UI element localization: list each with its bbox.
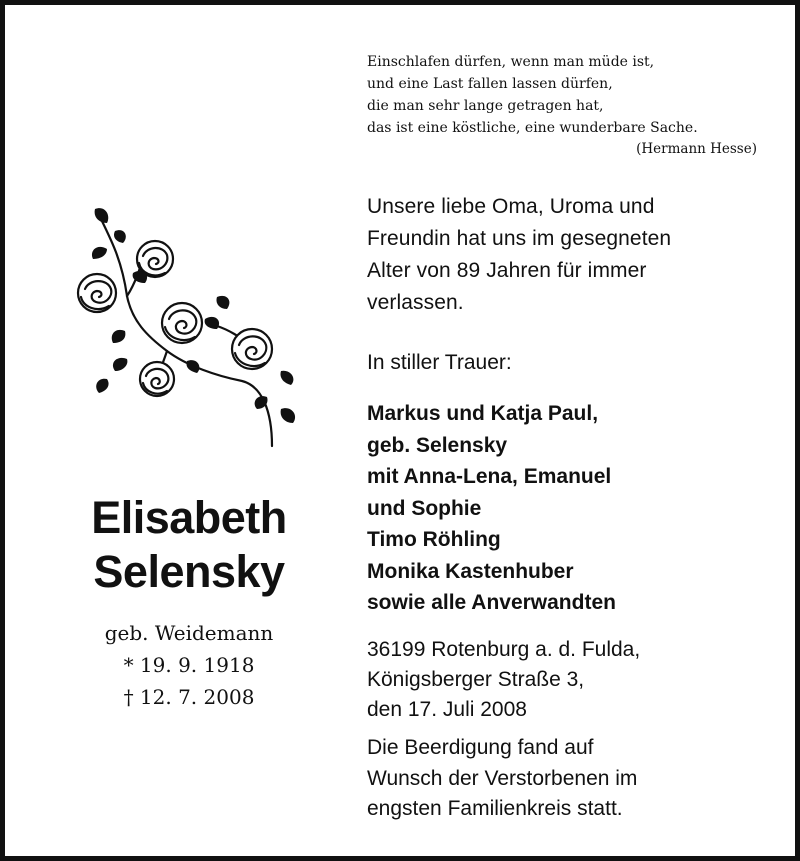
death-announcement xyxy=(367,191,767,319)
mourning-heading: In stiller Trauer: xyxy=(367,351,512,374)
mourners-list xyxy=(367,398,616,619)
poem-line: und eine Last fallen lassen dürfen, xyxy=(367,76,613,92)
address-line: 36199 Rotenburg a. d. Fulda, xyxy=(367,638,641,661)
poem-line: das ist eine köstliche, eine wunderbare Sache. xyxy=(367,120,698,136)
funeral-line: Wunsch der Verstorbenen im xyxy=(367,766,638,790)
life-dates xyxy=(55,617,323,713)
address-block xyxy=(367,635,640,725)
mourner-line: sowie alle Anverwandten xyxy=(367,591,616,614)
address-date: den 17. Juli 2008 xyxy=(367,698,527,721)
deceased-first-name: Elisabeth xyxy=(91,492,287,543)
roses-icon xyxy=(67,201,317,451)
mourner-line: und Sophie xyxy=(367,496,482,520)
announcement-line: Unsere liebe Oma, Uroma und xyxy=(367,195,655,218)
funeral-note xyxy=(367,733,637,825)
maiden-name: geb. Weidemann xyxy=(104,621,274,645)
death-date: † 12. 7. 2008 xyxy=(123,685,255,709)
mourner-line: Markus und Katja Paul, xyxy=(367,402,599,425)
deceased-last-name: Selensky xyxy=(93,546,285,597)
address-line: Königsberger Straße 3, xyxy=(367,668,585,691)
poem-line: Einschlafen dürfen, wenn man müde ist, xyxy=(367,54,655,70)
mourner-line: mit Anna-Lena, Emanuel xyxy=(367,465,612,488)
deceased-name xyxy=(55,491,323,599)
announcement-line: Alter von 89 Jahren für immer xyxy=(367,259,647,282)
mourner-line: Timo Röhling xyxy=(367,528,501,551)
poem-line: die man sehr lange getragen hat, xyxy=(367,98,604,114)
birth-date: * 19. 9. 1918 xyxy=(123,653,255,677)
poem-author: (Hermann Hesse) xyxy=(636,141,757,157)
funeral-line: engsten Familienkreis statt. xyxy=(367,797,623,820)
mourner-line: geb. Selensky xyxy=(367,433,508,457)
mourner-line: Monika Kastenhuber xyxy=(367,559,574,583)
funeral-line: Die Beerdigung fand auf xyxy=(367,736,594,759)
announcement-line: Freundin hat uns im gesegneten xyxy=(367,227,672,250)
poem-quote xyxy=(367,51,757,160)
announcement-line: verlassen. xyxy=(367,291,464,314)
